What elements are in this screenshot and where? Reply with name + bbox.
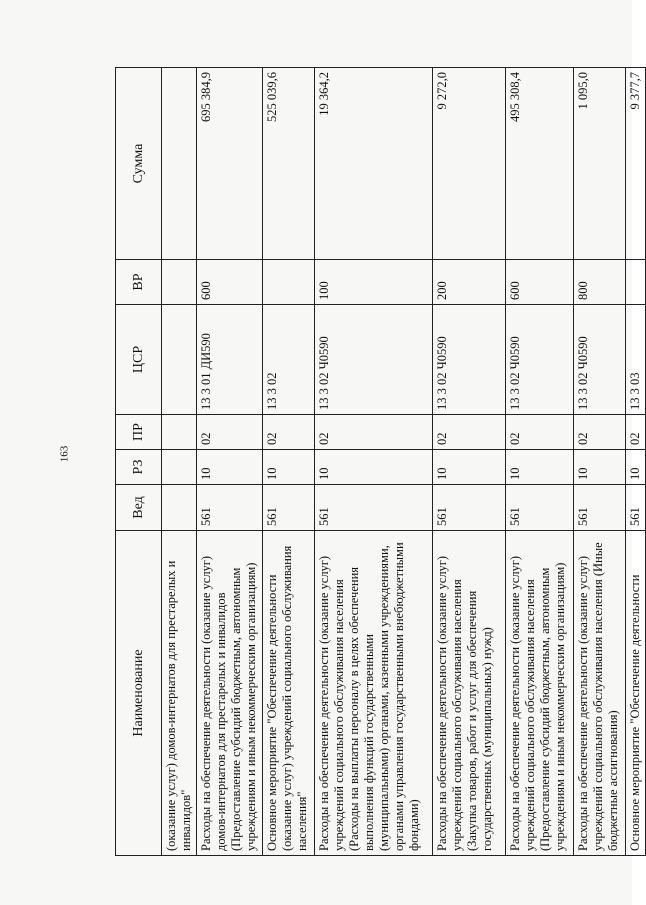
cell-csr: 13 3 01 ДИ590	[197, 305, 263, 415]
cell-pr	[162, 415, 197, 450]
cell-rz: 10	[433, 450, 506, 485]
cell-ved: 561	[315, 485, 433, 531]
cell-vr	[626, 260, 646, 305]
cell-rz: 10	[263, 450, 315, 485]
table-row	[574, 68, 626, 856]
table-row	[315, 68, 433, 856]
cell-pr: 02	[433, 415, 506, 450]
cell-pr: 02	[626, 415, 646, 450]
cell-csr: 13 3 02 Ч0590	[506, 305, 574, 415]
table-row	[197, 68, 263, 856]
cell-sum: 19 364,2	[315, 68, 433, 260]
cell-csr: 13 3 03	[626, 305, 646, 415]
table-row	[263, 68, 315, 856]
cell-pr: 02	[197, 415, 263, 450]
cell-name: Расходы на обеспечение деятельности (оказание услуг) учреждений социального обслуживания населения (Расходы на выплаты персоналу в целях обеспечения выполнения функций государственными (муниципальными) органами, казенными учреждениями, органами управления государственными внебюджетными фондами)	[315, 531, 433, 856]
table-row	[506, 68, 574, 856]
table-header-row	[116, 68, 162, 856]
cell-ved: 561	[506, 485, 574, 531]
budget-table	[115, 67, 646, 856]
table-row	[626, 68, 646, 856]
cell-sum: 9 377,7	[626, 68, 646, 260]
cell-sum: 1 095,0	[574, 68, 626, 260]
cell-csr: 13 3 02 Ч0590	[315, 305, 433, 415]
cell-vr	[263, 260, 315, 305]
header-rz: РЗ	[116, 450, 162, 485]
cell-ved: 561	[626, 485, 646, 531]
cell-ved: 561	[263, 485, 315, 531]
cell-name: Расходы на обеспечение деятельности (оказание услуг) учреждений социального обслуживания населения (Предоставление субсидий бюджетным, автономным учреждениям и иным некоммерческим организациям)	[506, 531, 574, 856]
cell-pr: 02	[506, 415, 574, 450]
table-row	[433, 68, 506, 856]
cell-sum: 525 039,6	[263, 68, 315, 260]
cell-name: Расходы на обеспечение деятельности (оказание услуг) домов-интернатов для престарелых и инвалидов (Предоставление субсидий бюджетным, автономным учреждениям и иным некоммерческим организациям)	[197, 531, 263, 856]
cell-vr: 200	[433, 260, 506, 305]
header-ved: Вед	[116, 485, 162, 531]
cell-csr	[162, 305, 197, 415]
cell-vr	[162, 260, 197, 305]
cell-csr: 13 3 02	[263, 305, 315, 415]
cell-name: Расходы на обеспечение деятельности (оказание услуг) учреждений социального обслуживания населения (Закупка товаров, работ и услуг для обеспечения государственных (муниципальных) нужд)	[433, 531, 506, 856]
cell-sum: 495 308,4	[506, 68, 574, 260]
table-row	[162, 68, 197, 856]
header-pr: ПР	[116, 415, 162, 450]
cell-vr: 100	[315, 260, 433, 305]
cell-ved: 561	[574, 485, 626, 531]
cell-rz: 10	[197, 450, 263, 485]
cell-sum: 695 384,9	[197, 68, 263, 260]
page-number: 163	[58, 445, 71, 463]
cell-rz	[162, 450, 197, 485]
cell-vr: 600	[506, 260, 574, 305]
cell-pr: 02	[315, 415, 433, 450]
cell-csr: 13 3 02 Ч0590	[574, 305, 626, 415]
cell-rz: 10	[574, 450, 626, 485]
cell-name: (оказание услуг) домов-интернатов для престарелых и инвалидов"	[162, 531, 197, 856]
cell-sum	[162, 68, 197, 260]
cell-ved: 561	[433, 485, 506, 531]
cell-ved	[162, 485, 197, 531]
cell-ved: 561	[197, 485, 263, 531]
cell-pr: 02	[263, 415, 315, 450]
cell-rz: 10	[626, 450, 646, 485]
cell-csr: 13 3 02 Ч0590	[433, 305, 506, 415]
cell-name: Основное мероприятие "Обеспечение деятельности	[626, 531, 646, 856]
cell-vr: 800	[574, 260, 626, 305]
header-vr: ВР	[116, 260, 162, 305]
cell-pr: 02	[574, 415, 626, 450]
rotated-table-wrapper	[115, 68, 642, 856]
cell-name: Основное мероприятие "Обеспечение деятельности (оказание услуг) учреждений социального обслуживания населения"	[263, 531, 315, 856]
header-name: Наименование	[116, 531, 162, 856]
cell-vr: 600	[197, 260, 263, 305]
cell-name: Расходы на обеспечение деятельности (оказание услуг) учреждений социального обслуживания населения (Иные бюджетные ассигнования)	[574, 531, 626, 856]
cell-sum: 9 272,0	[433, 68, 506, 260]
cell-rz: 10	[315, 450, 433, 485]
cell-rz: 10	[506, 450, 574, 485]
header-sum: Сумма	[116, 68, 162, 260]
header-csr: ЦСР	[116, 305, 162, 415]
